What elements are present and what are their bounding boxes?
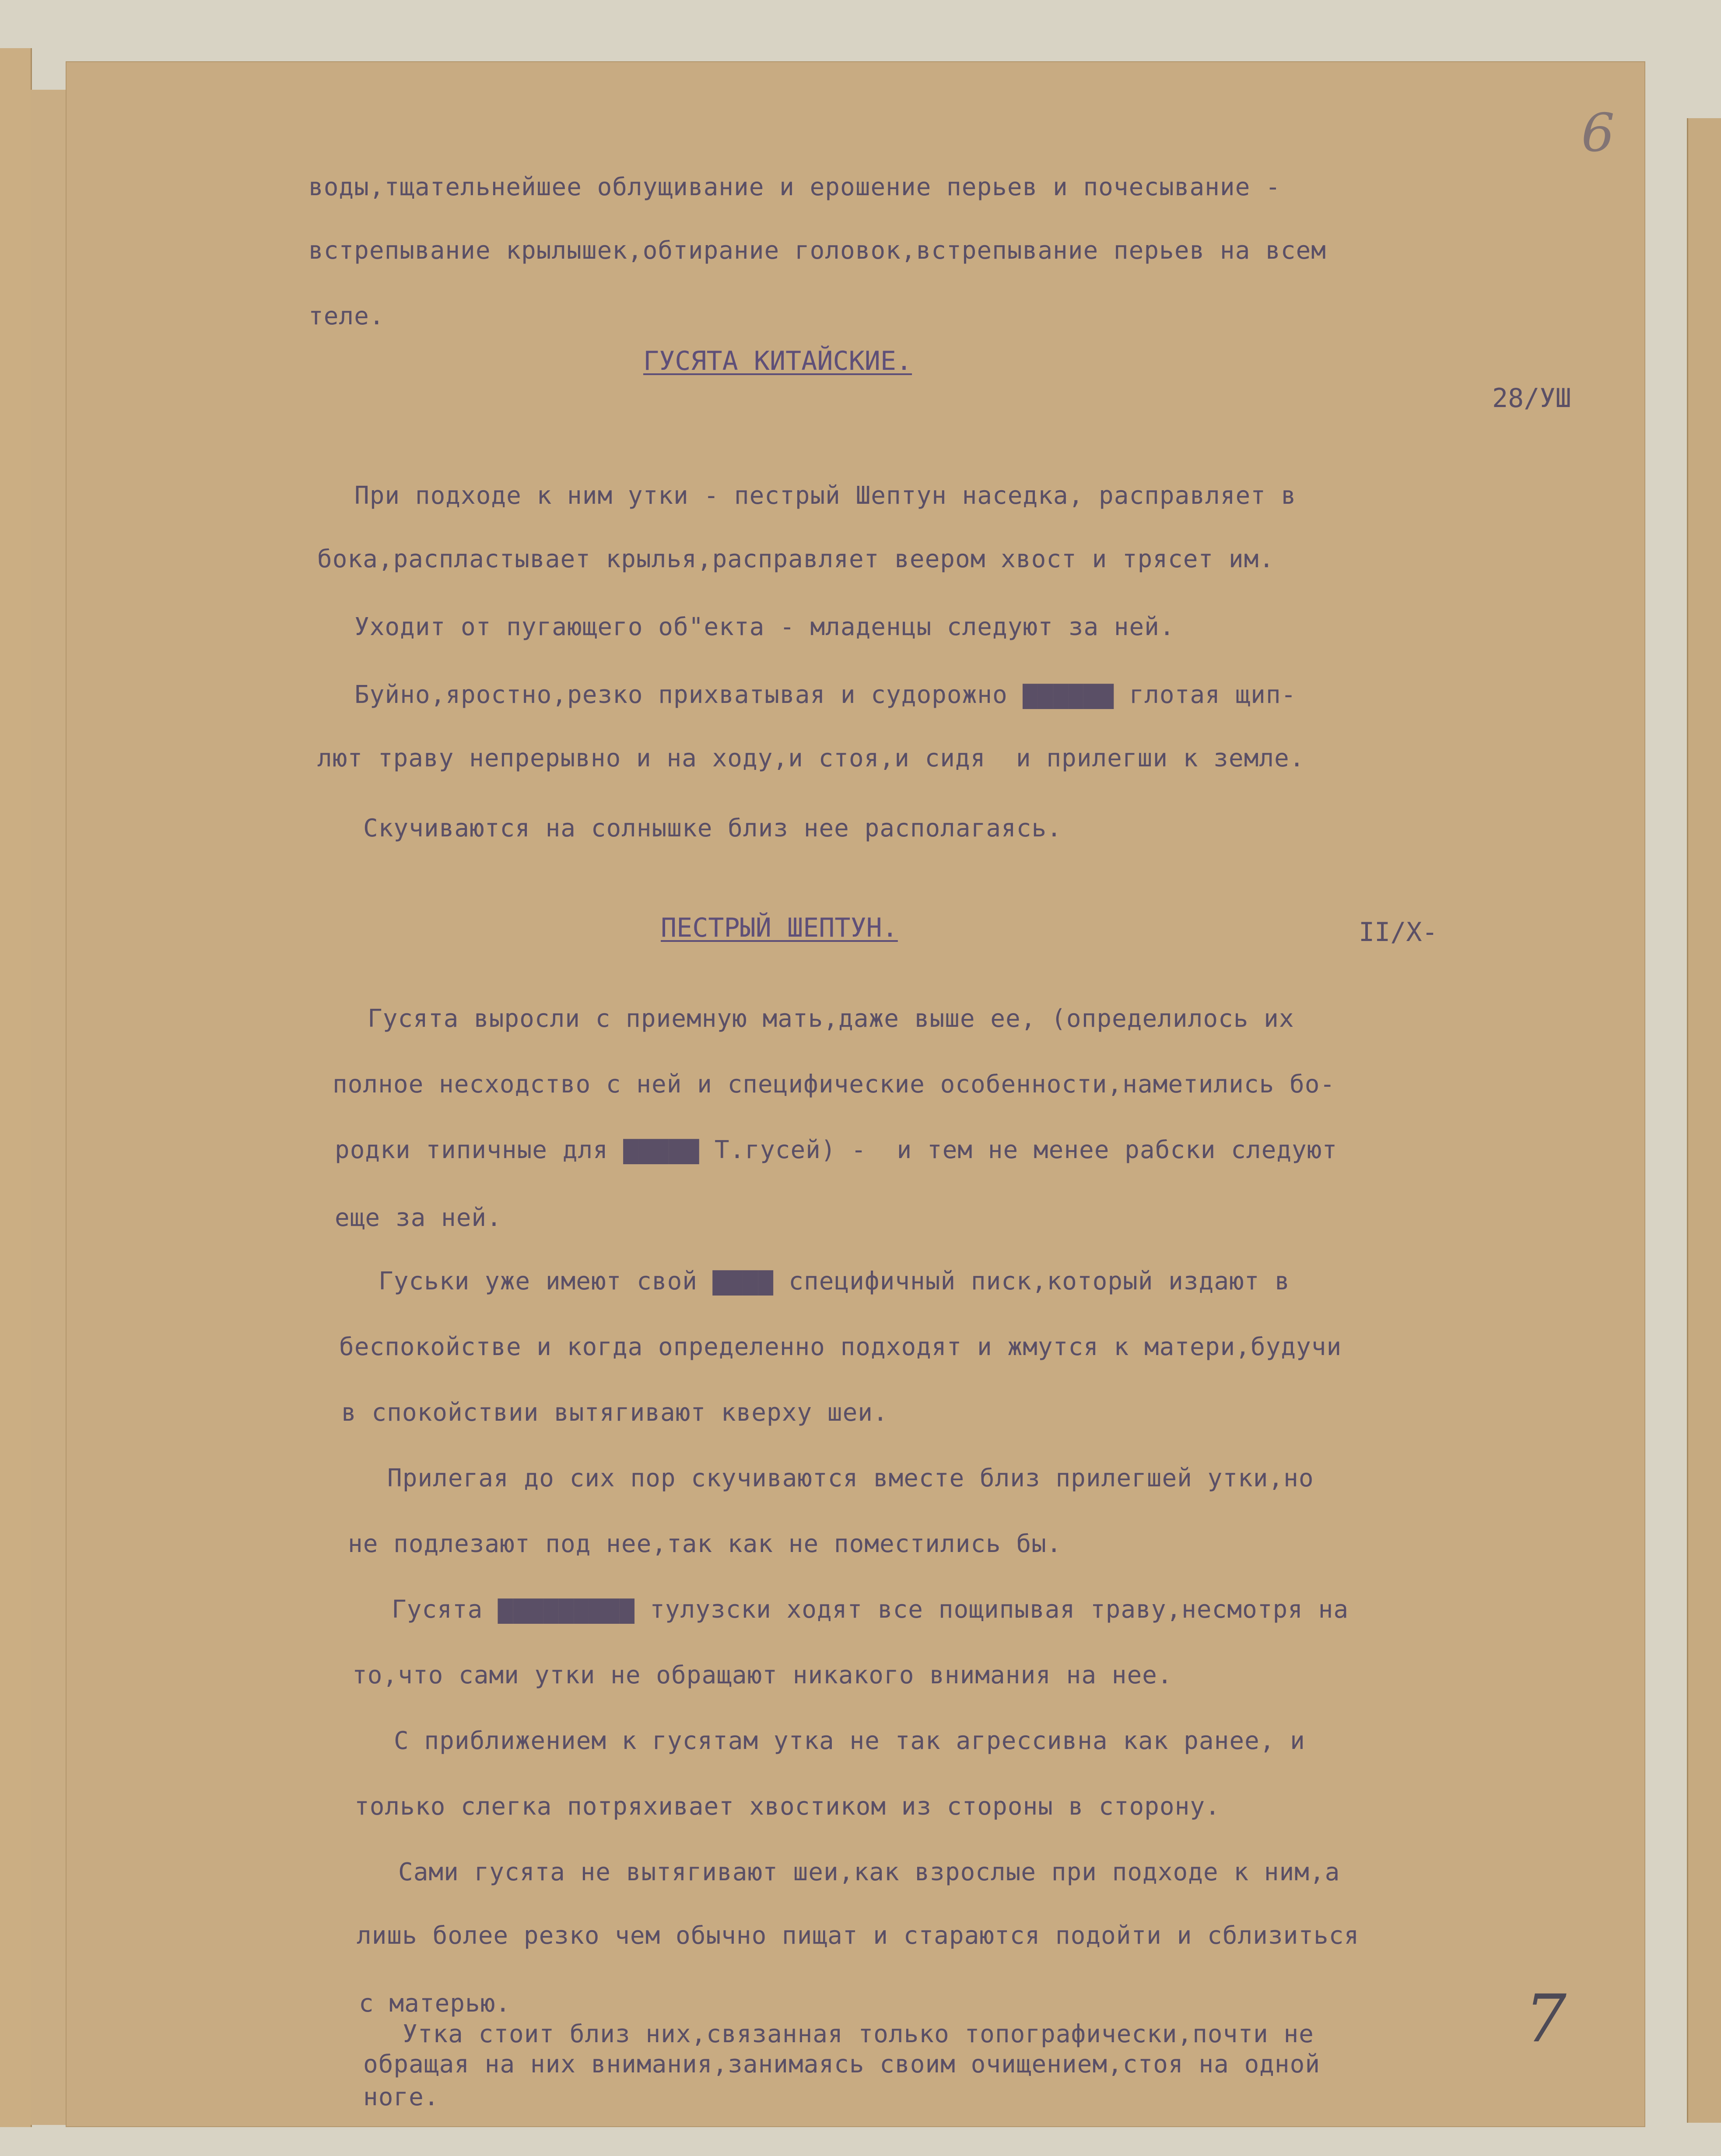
text-line: только слегка потряхивает хвостиком из стороны в сторону. [354, 1792, 1220, 1821]
text-line: Гусята выросли с приемную мать,даже выше ее, (определилось их [368, 1004, 1294, 1033]
text-line: Прилегая до сих пор скучиваются вместе близ прилегшей утки,но [387, 1464, 1314, 1492]
text-line: ноге. [363, 2083, 439, 2111]
page-number: 7 [1525, 1981, 1567, 2057]
text-line: с матерью. [359, 1989, 511, 2018]
text-line: Гуськи уже имеют свой ▇▇▇▇ специфичный писк,который издают в [379, 1267, 1290, 1296]
text-line: то,что сами утки не обращают никакого внимания на нее. [352, 1661, 1173, 1689]
text-line: обращая на них внимания,занимаясь своим очищением,стоя на одной [363, 2050, 1321, 2079]
folder-back-sheet [0, 48, 32, 2127]
text-line: в спокойствии вытягивают кверху шеи. [341, 1398, 888, 1427]
section-heading: ГУСЯТА КИТАЙСКИЕ. [643, 346, 912, 376]
section-heading: ПЕСТРЫЙ ШЕПТУН. [661, 913, 898, 943]
text-line: воды,тщательнейшее облущивание и ерошение перьев и почесывание - [308, 173, 1281, 201]
text-line: Утка стоит близ них,связанная только топографически,почти не [403, 2020, 1314, 2048]
text-line: беспокойстве и когда определенно подходят и жмутся к матери,будучи [339, 1333, 1342, 1361]
text-line: Сами гусята не вытягивают шеи,как взрослые при подходе к ним,а [398, 1858, 1340, 1886]
text-line: встрепывание крылышек,обтирание головок,встрепывание перьев на всем [308, 236, 1326, 265]
entry-date: II/X- [1359, 917, 1438, 948]
entry-date: 28/УШ [1492, 383, 1571, 414]
text-line: родки типичные для ▇▇▇▇▇ Т.гусей) - и тем не менее рабски следуют [335, 1136, 1338, 1164]
text-line: Гусята ▇▇▇▇▇▇▇▇▇ тулузски ходят все пощипывая траву,несмотря на [392, 1595, 1349, 1624]
text-line: не подлезают под нее,так как не поместились бы. [348, 1530, 1062, 1558]
text-line: Уходит от пугающего об"екта - младенцы следуют за ней. [354, 613, 1175, 641]
text-line: лют траву непрерывно и на ходу,и стоя,и сидя и прилегши к земле. [317, 744, 1305, 773]
text-line: полное несходство с ней и специфические особенности,наметились бо- [333, 1070, 1335, 1099]
text-line: Буйно,яростно,резко прихватывая и судорожно ▇▇▇▇▇▇ глотая щип- [354, 681, 1297, 709]
text-line: бока,распластывает крылья,расправляет веером хвост и трясет им. [317, 545, 1275, 573]
text-line: теле. [308, 302, 385, 330]
text-line: лишь более резко чем обычно пищат и стараются подойти и сблизиться [357, 1921, 1360, 1950]
text-line: еще за ней. [335, 1204, 502, 1232]
typewritten-page [66, 61, 1645, 2127]
folio-number: 6 [1581, 103, 1615, 164]
text-line: При подходе к ним утки - пестрый Шептун наседка, расправляет в [354, 481, 1297, 510]
text-line: Скучиваются на солнышке близ нее располагаясь. [363, 814, 1062, 843]
text-line: С приближением к гусятам утка не так агрессивна как ранее, и [394, 1727, 1305, 1755]
adjacent-page-edge [1687, 118, 1721, 2123]
